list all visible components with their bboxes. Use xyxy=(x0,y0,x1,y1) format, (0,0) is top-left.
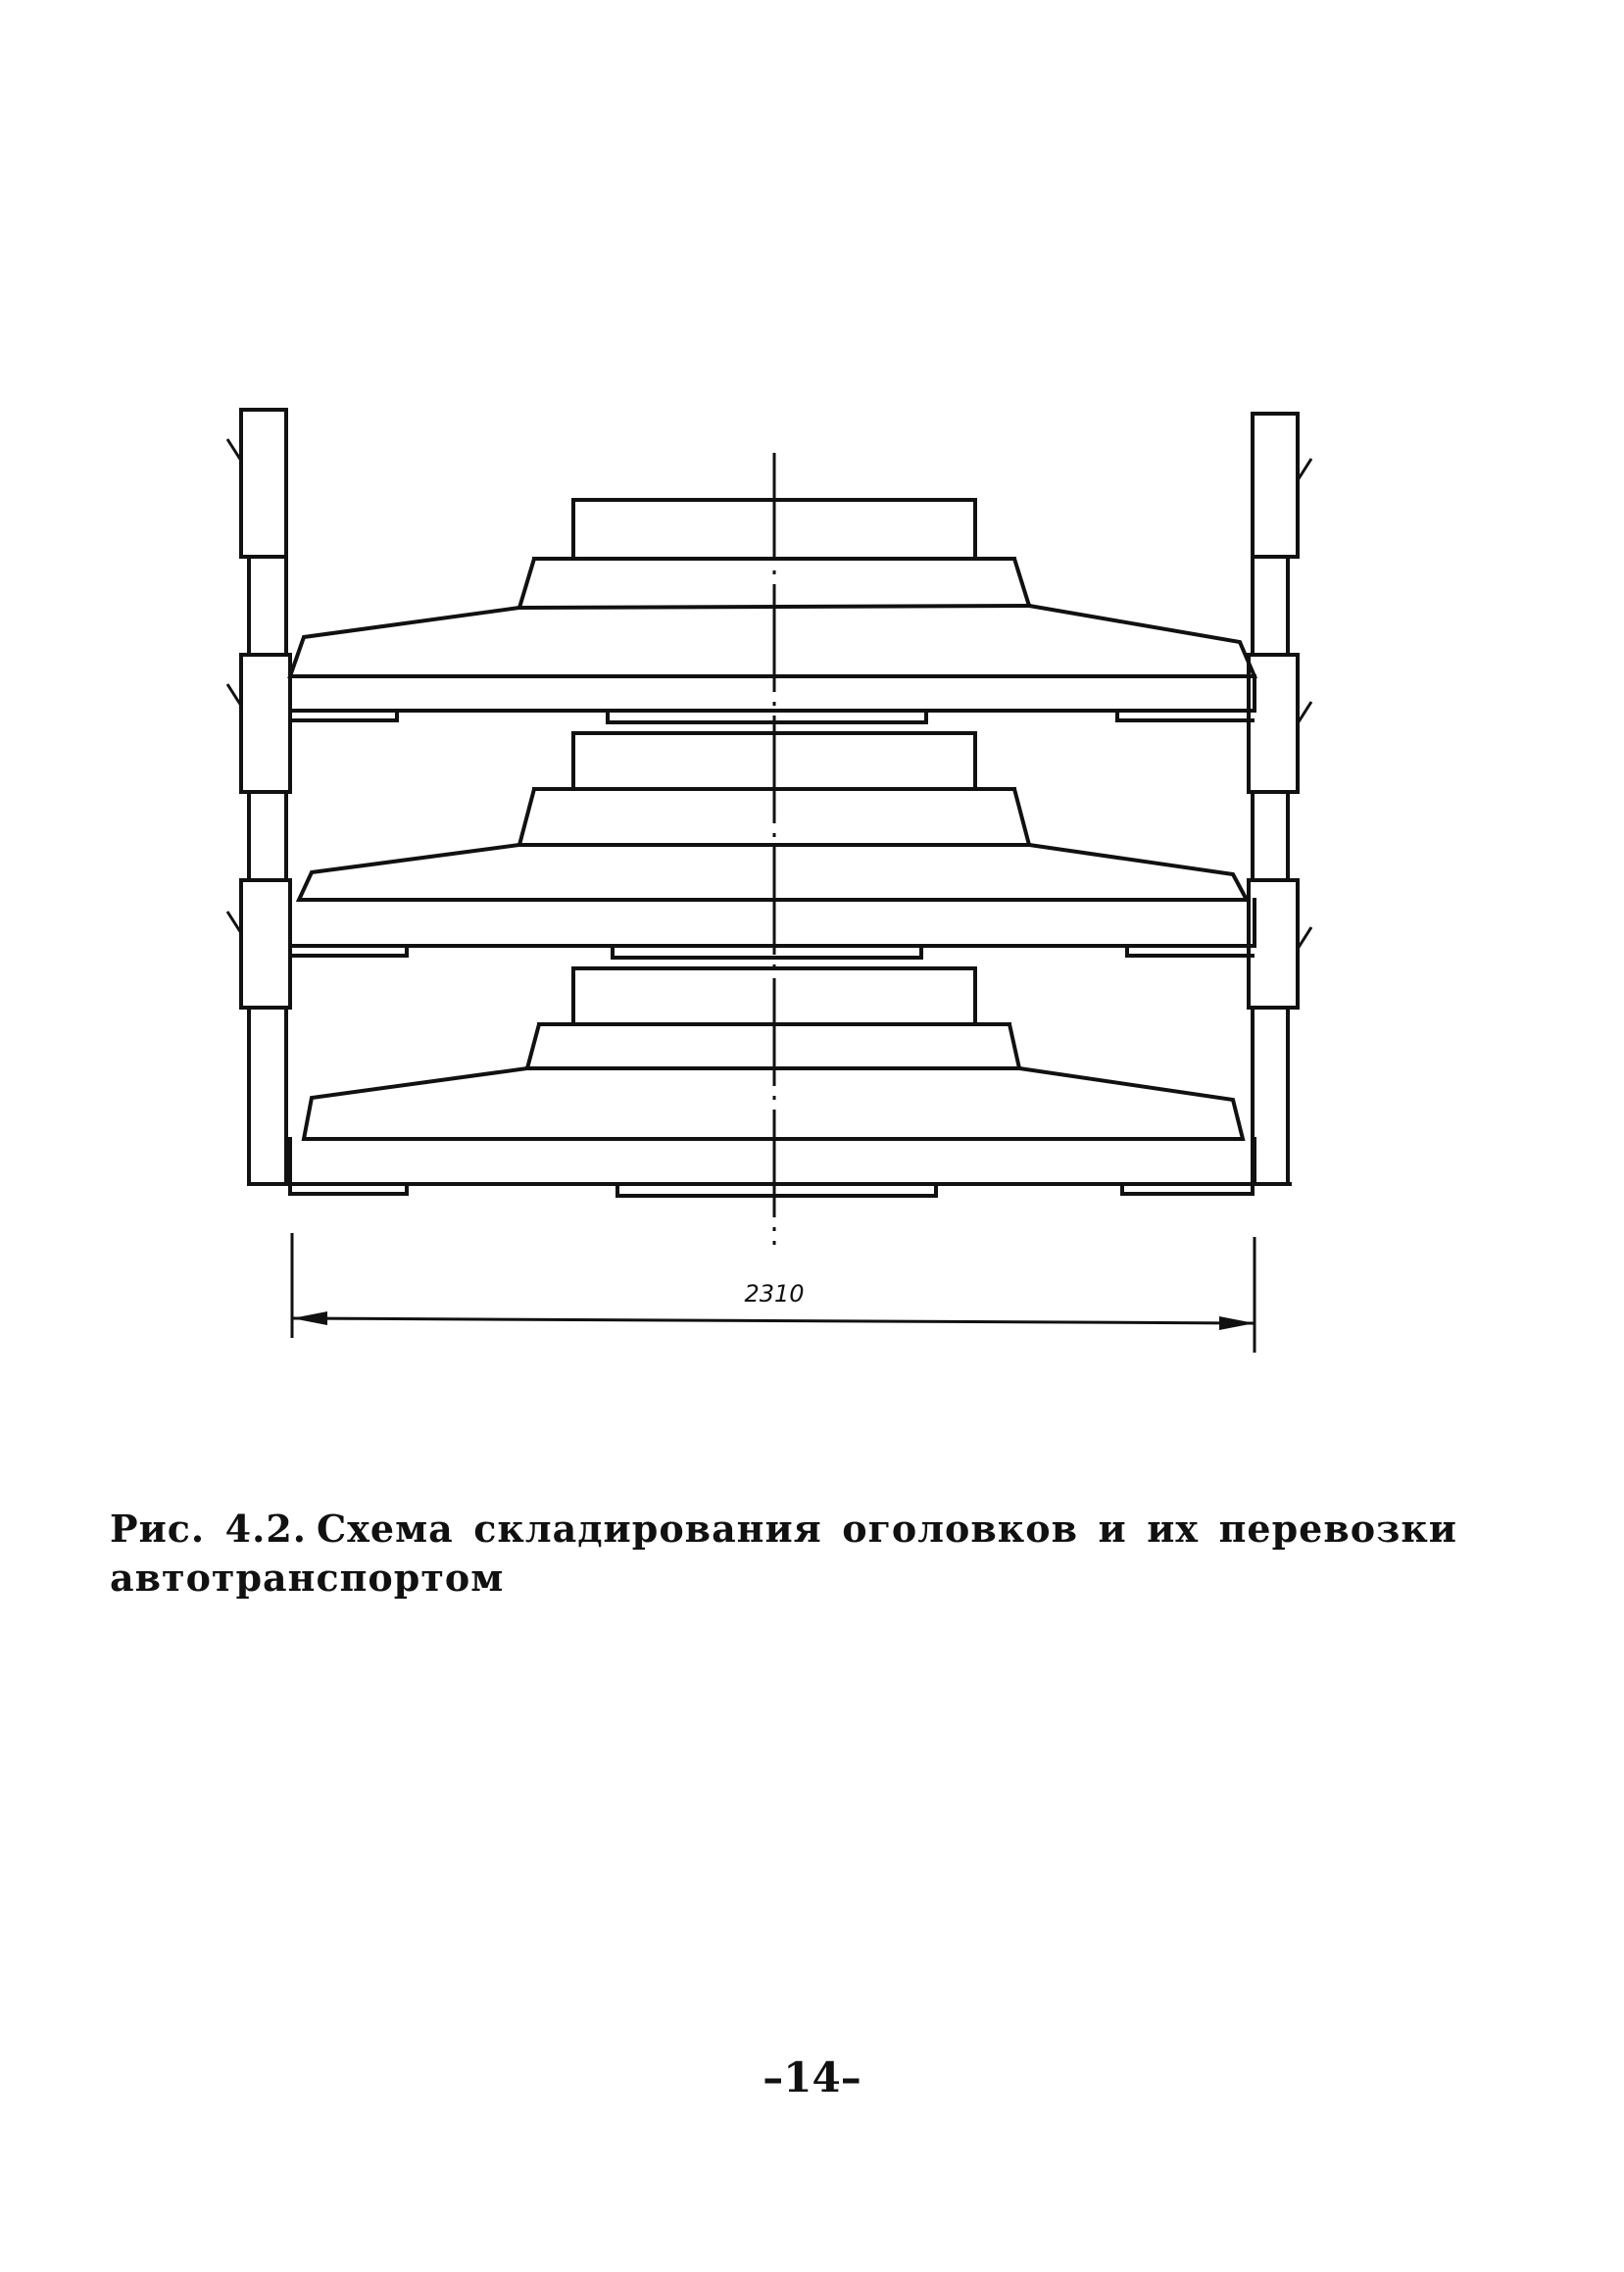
dimension-label: 2310 xyxy=(744,1280,805,1308)
left-rack-post xyxy=(227,410,290,1184)
right-rack-post xyxy=(1249,414,1311,1184)
figure-caption xyxy=(110,1505,1457,1603)
tier-3-head xyxy=(249,968,1290,1196)
page-number: –14– xyxy=(763,2053,861,2101)
figure-caption-text: Схема складирования оголовков и их перевозки автотранспортом xyxy=(110,1506,1457,1600)
tier-1-head xyxy=(290,500,1255,722)
figure-caption-prefix: Рис. 4.2. xyxy=(110,1506,307,1551)
tier-2-head xyxy=(290,733,1255,958)
